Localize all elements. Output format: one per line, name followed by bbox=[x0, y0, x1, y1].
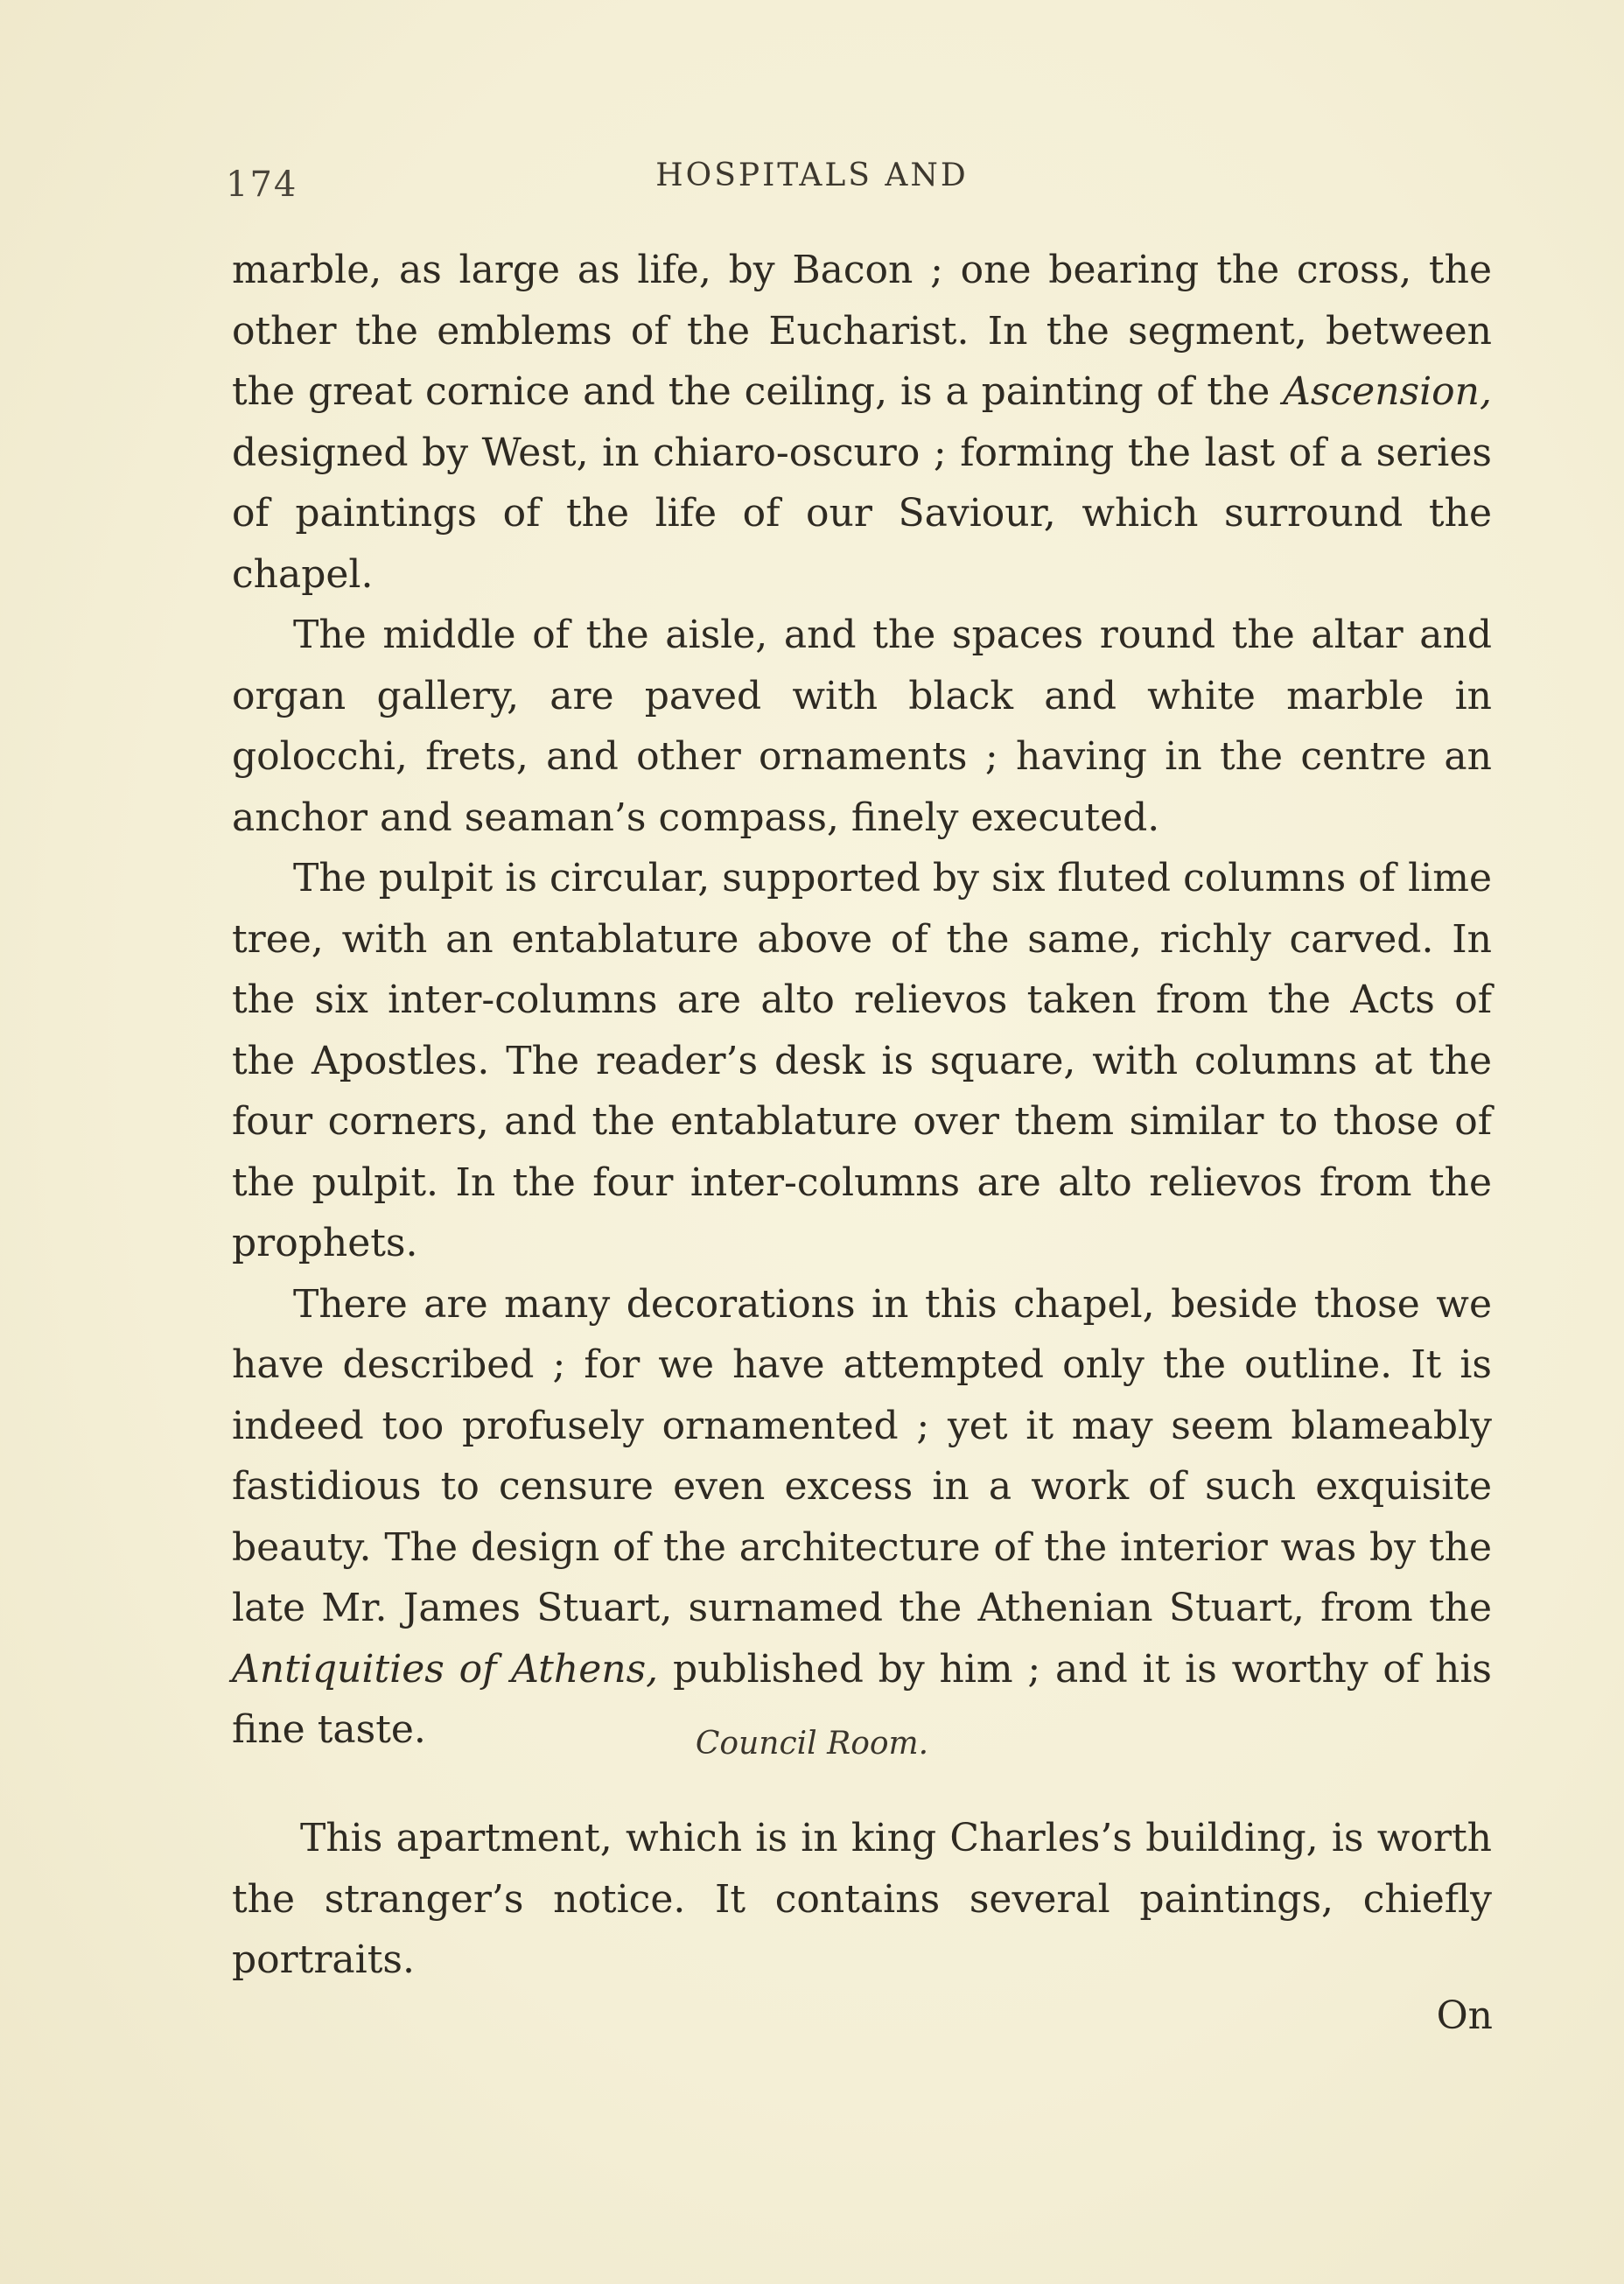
paragraph-4 bbox=[232, 1274, 1492, 1761]
section-heading: Council Room. bbox=[695, 1726, 929, 1762]
paragraph-1-text-b: designed by West, in chiaro-oscuro ; forming the last of a series of paintings of the life of our Saviour, which surround the chapel. bbox=[232, 430, 1492, 597]
italic-ascension: Ascension, bbox=[1283, 369, 1492, 414]
catchword: On bbox=[1436, 1993, 1493, 2038]
page-number: 174 bbox=[226, 165, 298, 205]
section-text bbox=[232, 1808, 1492, 1991]
paragraph-4-text-b: published by him ; and it is worthy of his fine taste. bbox=[232, 1646, 1492, 1752]
paragraph-4-text-a: There are many decorations in this chapel, beside those we have described ; for we have attempted only the outline. It is indeed too profusely ornamented ; yet it may seem blameably fastidious to censure even excess in a work of such exquisite beauty. The design of the architecture of the interior was by the late Mr. James Stuart, surnamed the Athenian Stuart, from the bbox=[232, 1281, 1492, 1630]
section-paragraph: This apartment, which is in king Charles’s building, is worth the stranger’s notice. It contains several paintings, chiefly portraits. bbox=[232, 1816, 1492, 1982]
paragraph-1-text-a: marble, as large as life, by Bacon ; one bearing the cross, the other the emblems of the Eucharist. In the segment, between the great cornice and the ceiling, is a painting of the bbox=[232, 248, 1492, 414]
running-head: HOSPITALS AND bbox=[655, 158, 969, 193]
paragraph-3: The pulpit is circular, supported by six fluted columns of lime tree, with an entablature above of the same, richly carved. In the six inter-columns are alto relievos taken from the Acts of the Apostles. The reader’s desk is square, with columns at the four corners, and the entablature over them similar to those of the pulpit. In the four inter-columns are alto relievos from the prophets. bbox=[232, 856, 1492, 1265]
body-text bbox=[232, 240, 1492, 1761]
paragraph-2: The middle of the aisle, and the spaces round the altar and organ gallery, are paved with black and white marble in golocchi, frets, and other ornaments ; having in the centre an anchor and seaman’s compass, finely executed. bbox=[232, 613, 1492, 840]
italic-antiquities: Antiquities of Athens, bbox=[232, 1646, 659, 1692]
paragraph-1 bbox=[232, 240, 1492, 605]
